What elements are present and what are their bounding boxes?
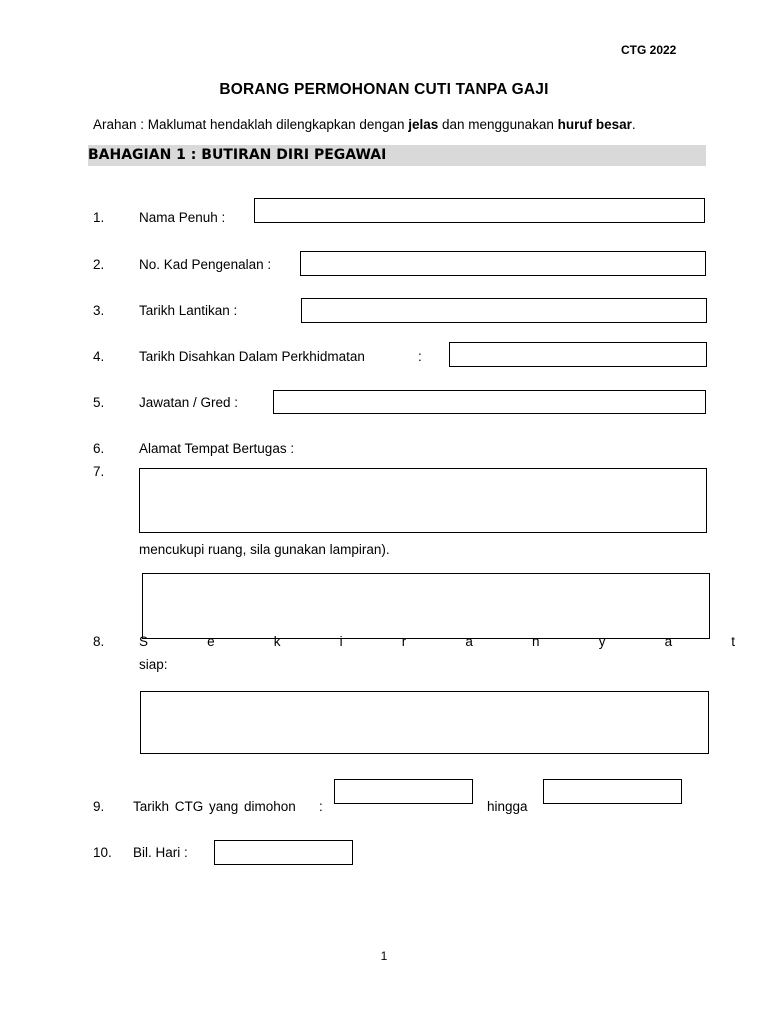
- instructions-bold-huruf-besar: huruf besar: [557, 117, 632, 132]
- label-tarikh-ctg: Tarikh CTG yang dimohon: [133, 799, 296, 814]
- form-code: CTG 2022: [621, 43, 677, 57]
- spread-char: r: [401, 634, 407, 649]
- instructions: [93, 117, 636, 132]
- spread-char: a: [664, 634, 673, 649]
- label-hingga: hingga: [487, 799, 528, 814]
- alamat-tempat-bertugas-field[interactable]: [139, 468, 707, 533]
- label-jawatan-gred: Jawatan / Gred :: [139, 395, 239, 410]
- form-title: BORANG PERMOHONAN CUTI TANPA GAJI: [219, 81, 549, 98]
- field-number-2: 2.: [93, 257, 105, 272]
- spread-char: a: [465, 634, 473, 649]
- label-tarikh-disahkan-colon: :: [418, 349, 422, 364]
- instructions-prefix: Arahan : Maklumat hendaklah dilengkapkan dengan: [93, 117, 409, 132]
- spread-char: y: [598, 634, 606, 649]
- spread-char: i: [339, 634, 343, 649]
- page-number: 1: [380, 949, 388, 963]
- field-number-10: 10.: [93, 845, 112, 860]
- field-number-8: 8.: [93, 634, 105, 649]
- spread-char: e: [207, 634, 215, 649]
- tarikh-lantikan-field[interactable]: [301, 298, 707, 323]
- continuation-text-8: siap:: [139, 657, 168, 672]
- tarikh-disahkan-field[interactable]: [449, 342, 707, 367]
- siap-text-area[interactable]: [140, 691, 709, 754]
- spread-char: t: [731, 634, 735, 649]
- no-kad-pengenalan-field[interactable]: [300, 251, 706, 276]
- label-nama-penuh: Nama Penuh :: [139, 210, 226, 225]
- field-number-7: 7.: [93, 464, 105, 479]
- section-title: BAHAGIAN 1 : BUTIRAN DIRI PEGAWAI: [88, 147, 387, 163]
- field-number-4: 4.: [93, 349, 105, 364]
- label-tarikh-lantikan: Tarikh Lantikan :: [139, 303, 238, 318]
- spread-label-sekiranya: [139, 634, 735, 649]
- tarikh-ctg-start-field[interactable]: [334, 779, 473, 804]
- label-tarikh-ctg-colon: :: [319, 799, 323, 814]
- instructions-bold-jelas: jelas: [408, 117, 439, 132]
- instructions-suffix: .: [631, 117, 636, 132]
- field-number-6: 6.: [93, 441, 105, 456]
- spread-char: k: [273, 634, 281, 649]
- jawatan-gred-field[interactable]: [273, 390, 706, 414]
- field-number-9: 9.: [93, 799, 105, 814]
- spread-char: S: [139, 634, 149, 649]
- lampiran-text-area[interactable]: [142, 573, 710, 639]
- label-no-kad-pengenalan: No. Kad Pengenalan :: [139, 257, 272, 272]
- field-number-3: 3.: [93, 303, 105, 318]
- spread-char: n: [532, 634, 540, 649]
- continuation-text-7: mencukupi ruang, sila gunakan lampiran).: [139, 542, 390, 557]
- label-bil-hari: Bil. Hari :: [133, 845, 188, 860]
- instructions-mid: dan menggunakan: [438, 117, 558, 132]
- label-tarikh-disahkan: Tarikh Disahkan Dalam Perkhidmatan: [139, 349, 365, 364]
- label-alamat-tempat-bertugas: Alamat Tempat Bertugas :: [139, 441, 295, 456]
- field-number-1: 1.: [93, 210, 105, 225]
- bil-hari-field[interactable]: [214, 840, 353, 865]
- nama-penuh-field[interactable]: [254, 198, 705, 223]
- field-number-5: 5.: [93, 395, 105, 410]
- tarikh-ctg-end-field[interactable]: [543, 779, 682, 804]
